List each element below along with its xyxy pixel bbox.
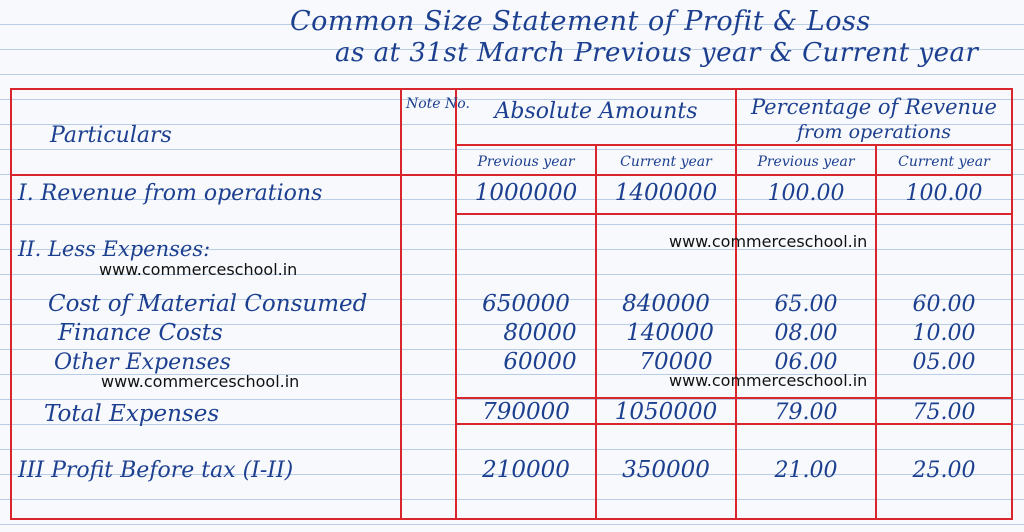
row-label-cost-of-material: Cost of Material Consumed <box>48 291 368 317</box>
watermark: www.commerceschool.in <box>99 260 298 279</box>
cell-other-prev-pct: 06.00 <box>774 350 838 375</box>
cell-other-curr-pct: 05.00 <box>912 350 976 375</box>
cell-total-prev: 790000 <box>482 399 570 425</box>
statement-subtitle: as at 31st March Previous year & Current year <box>335 38 979 68</box>
cell-other-prev: 60000 <box>503 349 577 375</box>
watermark: www.commerceschool.in <box>669 232 868 251</box>
header-current-year-amount: Current year <box>620 154 712 170</box>
row-label-finance-costs: Finance Costs <box>58 320 223 346</box>
row-label-revenue: I. Revenue from operations <box>18 181 323 206</box>
statement-table <box>10 88 1013 520</box>
cell-revenue-prev-pct: 100.00 <box>767 181 845 206</box>
cell-revenue-curr-pct: 100.00 <box>905 181 983 206</box>
row-label-total-expenses: Total Expenses <box>44 401 220 427</box>
cell-cost-curr-pct: 60.00 <box>912 292 976 317</box>
row-label-profit-before-tax: III Profit Before tax (I-II) <box>18 458 294 483</box>
header-percentage-line2: from operations <box>796 121 952 143</box>
header-note: Note No. <box>406 96 470 112</box>
cell-total-curr-pct: 75.00 <box>912 400 976 425</box>
cell-other-curr: 70000 <box>639 349 713 375</box>
header-current-year-pct: Current year <box>898 154 990 170</box>
watermark: www.commerceschool.in <box>669 371 868 390</box>
cell-finance-prev-pct: 08.00 <box>774 321 838 346</box>
header-previous-year-pct: Previous year <box>757 154 855 170</box>
row-label-less-expenses: II. Less Expenses: <box>18 237 211 261</box>
cell-profit-curr-pct: 25.00 <box>912 458 976 483</box>
row-label-other-expenses: Other Expenses <box>54 350 231 375</box>
header-percentage-line1: Percentage of Revenue <box>751 95 997 119</box>
cell-cost-prev: 650000 <box>482 291 570 317</box>
cell-finance-curr-pct: 10.00 <box>912 321 976 346</box>
statement-title: Common Size Statement of Profit & Loss <box>290 6 871 37</box>
cell-profit-prev-pct: 21.00 <box>774 458 838 483</box>
header-absolute-amounts: Absolute Amounts <box>494 99 698 124</box>
cell-cost-curr: 840000 <box>622 291 710 317</box>
cell-cost-prev-pct: 65.00 <box>774 292 838 317</box>
cell-revenue-curr: 1400000 <box>614 180 718 206</box>
cell-finance-prev: 80000 <box>503 320 577 346</box>
cell-total-prev-pct: 79.00 <box>774 400 838 425</box>
cell-finance-curr: 140000 <box>626 320 714 346</box>
header-previous-year-amount: Previous year <box>477 154 575 170</box>
cell-revenue-prev: 1000000 <box>474 180 578 206</box>
cell-profit-prev: 210000 <box>482 457 570 483</box>
cell-total-curr: 1050000 <box>614 399 718 425</box>
watermark: www.commerceschool.in <box>101 372 300 391</box>
cell-profit-curr: 350000 <box>622 457 710 483</box>
header-particulars: Particulars <box>50 123 172 148</box>
